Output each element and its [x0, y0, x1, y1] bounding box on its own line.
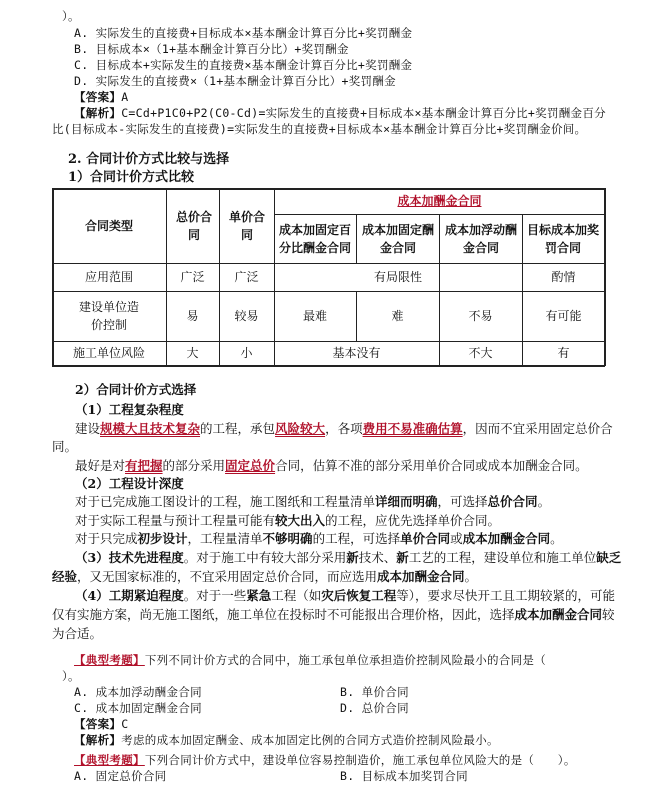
th-target-cost: 目标成本加奖罚合同	[526, 222, 599, 255]
text: 。对于施工中有较大部分采用	[183, 550, 347, 565]
p2-line2	[75, 511, 500, 529]
p2-line1	[75, 492, 550, 510]
emph-scale: 规模大且技术复杂	[100, 421, 201, 436]
text: 对于实际工程量与预计工程量可能有	[75, 513, 276, 528]
emph-cost: 费用不易准确估算	[362, 421, 463, 436]
th-unit-price: 单价合同	[228, 209, 265, 242]
text: 的工程，承包	[200, 421, 276, 436]
q1-option-a: A. 成本加浮动酬金合同	[74, 685, 202, 699]
option-a: A. 实际发生的直接费+目标成本×基本酬金计算百分比+奖罚酬金	[74, 26, 413, 40]
analysis-text-1: C=Cd+P1C0+P2(C0-Cd)=实际发生的直接费+目标成本×基本酬金计算百分比+奖罚酬金百分	[121, 106, 606, 120]
text: 。对于一些	[183, 588, 247, 603]
text: 仅有实施方案，尚无施工图纸，施工单位在投标时不可能报出合理价格，因此，选择	[52, 607, 515, 622]
p1-line1b: 同。	[52, 439, 78, 454]
emph: 详细而明确	[375, 494, 438, 509]
row-control-s2: 难	[391, 309, 404, 323]
emph: 总价合同	[487, 494, 538, 509]
emph: 缺乏	[596, 550, 622, 565]
p1-line2	[75, 456, 588, 474]
emph: 新	[396, 550, 409, 565]
q2-option-a: A. 固定总价合同	[74, 769, 167, 783]
p2-title: （2）工程设计深度	[75, 476, 184, 491]
row-control-s3: 不易	[468, 309, 493, 323]
analysis-line-1	[74, 105, 606, 121]
text: 。	[464, 569, 478, 584]
text: 工艺的工程，建设单位和施工单位	[408, 550, 597, 565]
text: 或	[450, 531, 463, 546]
row-risk-label: 施工单位风险	[72, 346, 145, 360]
text: 的工程，可选择	[312, 531, 401, 546]
row-risk-mid: 基本没有	[332, 346, 381, 360]
text: ，各项	[325, 421, 363, 436]
option-d: D. 实际发生的直接费×（1+基本酬金计算百分比）+奖罚酬金	[74, 74, 396, 88]
q1-stem-text: 下列不同计价方式的合同中，施工承包单位承担造价控制风险最小的合同是（	[144, 653, 547, 667]
emph: 紧急	[246, 588, 272, 603]
row-scope-mid: 有局限性	[373, 270, 422, 284]
emph: 较大出入	[275, 513, 326, 528]
th-floating-fee: 成本加浮动酬金合同	[444, 222, 517, 255]
emph: 初步设计	[137, 531, 188, 546]
row-scope-label: 应用范围	[84, 270, 133, 284]
p1-title: （1）工程复杂程度	[75, 402, 184, 417]
th-fixed-percent: 成本加固定百分比酬金合同	[278, 222, 351, 255]
th-cost-plus: 成本加酬金合同	[397, 194, 482, 208]
text: 建设	[75, 421, 101, 436]
emph: 不够明确	[262, 531, 313, 546]
text: 合同，估算不准的部分采用单价合同或成本加酬金合同。	[275, 458, 588, 473]
p3-line2	[52, 567, 477, 585]
text: ，可选择	[437, 494, 488, 509]
row-risk-unit: 小	[240, 346, 253, 360]
text: ，因而不宜采用固定总价合	[462, 421, 613, 436]
text: 较	[602, 607, 615, 622]
q1-analysis-text: 考虑的成本加固定酬金、成本加固定比例的合同方式造价控制风险最小。	[121, 733, 499, 747]
th-contract-type: 合同类型	[84, 218, 133, 233]
text: 技术、	[358, 550, 397, 565]
q1-option-c: C. 成本加固定酬金合同	[74, 701, 202, 715]
row-scope-unit: 广泛	[234, 270, 259, 284]
emph: 成本加酬金合同	[514, 607, 603, 622]
text: 对于只完成	[75, 531, 138, 546]
p4-line3: 为合适。	[52, 626, 103, 641]
answer-label: 【答案】	[74, 90, 122, 104]
emph: 紧迫	[133, 588, 159, 603]
analysis-label: 【解析】	[74, 106, 122, 120]
emph: 程度	[158, 588, 184, 603]
p4-line2	[52, 605, 615, 623]
option-c: C. 目标成本+实际发生的直接费×基本酬金计算百分比+奖罚酬金	[74, 58, 413, 72]
row-control-total: 易	[186, 309, 199, 323]
comparison-table	[52, 188, 605, 366]
q1-label: 【典型考题】	[74, 653, 145, 667]
p4-line1	[75, 586, 615, 604]
q1-analysis-label: 【解析】	[74, 733, 122, 747]
selection-heading: 2）合同计价方式选择	[75, 382, 197, 397]
p1-line1	[75, 419, 613, 437]
q2-option-b: B. 目标成本加奖罚合同	[340, 769, 468, 783]
q1-answer-value: C	[121, 717, 129, 731]
q1-stem-end: ）。	[62, 669, 80, 683]
text: 对于已完成施工图设计的工程，施工图纸和工程量清单	[75, 494, 376, 509]
q1-option-d: D. 总价合同	[340, 701, 409, 715]
row-scope-last: 酌情	[551, 270, 576, 284]
q1-option-b: B. 单价合同	[340, 685, 409, 699]
emph: 成本加酬金合同	[377, 569, 465, 584]
emph: （3）技术先进程度	[75, 550, 184, 565]
q1-analysis	[74, 732, 499, 748]
emph: 单价合同	[400, 531, 451, 546]
emph: 经验	[52, 569, 78, 584]
q1-answer-label: 【答案】	[74, 717, 122, 731]
th-total-price: 总价合同	[175, 209, 212, 242]
text: 工程（如	[271, 588, 322, 603]
p3-line1	[75, 548, 621, 566]
row-control-s1: 最难	[302, 309, 327, 323]
text: 。	[550, 531, 563, 546]
answer-line	[74, 89, 128, 105]
emph-risk: 风险较大	[275, 421, 326, 436]
q2-stem	[74, 752, 576, 768]
row-control-unit: 较易	[234, 309, 259, 323]
row-risk-total: 大	[186, 346, 199, 360]
row-risk-s3: 不大	[468, 346, 493, 360]
emph: 新	[346, 550, 359, 565]
text: 。	[537, 494, 551, 509]
q2-stem-text: 下列合同计价方式中，建设单位容易控制造价，施工承包单位风险大的是（ ）。	[144, 753, 576, 767]
text: 等），要求尽快开工且工期较紧的，可能	[396, 588, 616, 603]
th-fixed-fee: 成本加固定酬金合同	[361, 222, 434, 255]
p2-line3	[75, 529, 563, 547]
text: 最好是对	[75, 458, 126, 473]
q1-answer	[74, 716, 128, 732]
text: 的部分采用	[162, 458, 226, 473]
paren-end: ）。	[62, 9, 80, 23]
emph-confident: 有把握	[125, 458, 163, 473]
row-scope-total: 广泛	[180, 270, 205, 284]
text: ，工程量清单	[187, 531, 263, 546]
emph: （4）工期	[75, 588, 134, 603]
q2-label: 【典型考题】	[74, 753, 145, 767]
text: ，又无国家标准的，不宜采用固定总价合同，而应选用	[77, 569, 378, 584]
analysis-line-2: 比(目标成本-实际发生的直接费)=实际发生的直接费+目标成本×基本酬金计算百分比+奖罚酬金价间。	[52, 122, 587, 136]
option-b: B. 目标成本×（1+基本酬金计算百分比）+奖罚酬金	[74, 42, 349, 56]
text: 的工程，应优先选择单价合同。	[325, 513, 501, 528]
answer-value: A	[121, 90, 129, 104]
row-risk-s4: 有	[557, 346, 570, 360]
q1-stem	[74, 652, 546, 668]
row-control-s4: 有可能	[545, 309, 582, 323]
section-subheading: 1）合同计价方式比较	[68, 170, 195, 185]
emph: 灾后恢复工程	[321, 588, 397, 603]
emph: 成本加酬金合同	[462, 531, 551, 546]
section-heading: 2. 合同计价方式比较与选择	[68, 152, 230, 167]
row-control-label: 建设单位造价控制	[78, 300, 139, 332]
emph-fixed-total: 固定总价	[225, 458, 276, 473]
